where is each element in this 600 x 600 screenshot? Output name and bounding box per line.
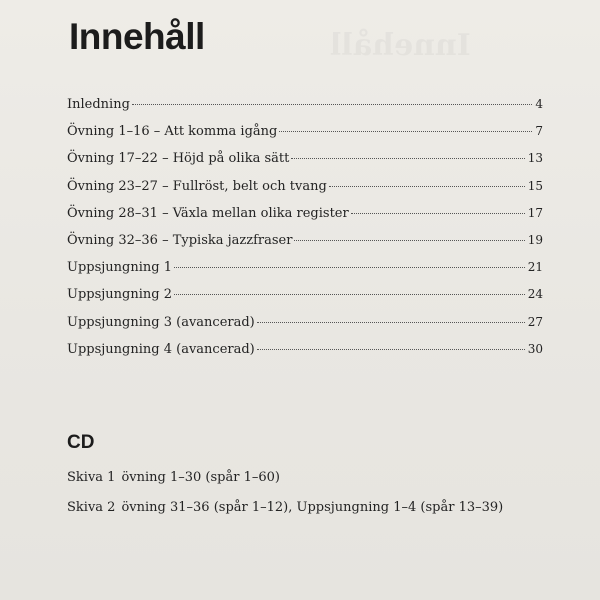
cd-heading: CD xyxy=(67,432,95,453)
toc-entry-ovning-28-31 xyxy=(67,205,543,232)
toc-entry-ovning-23-27 xyxy=(67,178,543,205)
toc-dot-leader xyxy=(279,131,532,132)
toc-entry-inledning xyxy=(67,96,543,123)
toc-dot-leader xyxy=(132,104,532,105)
cd-disc-1 xyxy=(67,470,280,485)
toc-dot-leader xyxy=(257,349,525,350)
cd-disc-2 xyxy=(67,500,503,515)
toc-page-number: 13 xyxy=(527,151,543,166)
toc-entry-label: Uppsjungning 1 xyxy=(67,260,172,276)
cd-disc-content: övning 31–36 (spår 1–12), Uppsjungning 1–4 (spår 13–39) xyxy=(121,500,504,515)
toc-entry-label: Inledning xyxy=(67,97,130,112)
toc-entry-uppsjungning-1 xyxy=(67,259,543,286)
toc-page-number: 27 xyxy=(527,314,543,329)
toc-entry-label: Övning 32–36 – Typiska jazzfraser xyxy=(67,232,293,248)
toc-entry-label: Övning 1–16 – Att komma igång xyxy=(67,124,278,140)
toc-entry-label: Övning 28–31 – Växla mellan olika register xyxy=(67,205,349,221)
toc-entry-label: Övning 17–22 – Höjd på olika sätt xyxy=(67,151,290,167)
toc-entry-ovning-32-36 xyxy=(67,232,543,259)
cd-disc-content: övning 1–30 (spår 1–60) xyxy=(121,470,280,485)
toc-entry-uppsjungning-2 xyxy=(67,286,543,313)
toc-dot-leader xyxy=(329,186,525,187)
toc-page-number: 21 xyxy=(527,260,543,275)
toc-page-number: 30 xyxy=(527,341,543,356)
show-through-text xyxy=(330,28,471,63)
toc-dot-leader xyxy=(257,322,525,323)
toc-dot-leader xyxy=(291,158,524,159)
toc-dot-leader xyxy=(294,240,524,241)
toc-dot-leader xyxy=(174,294,525,295)
toc-page-number: 15 xyxy=(527,178,543,193)
table-of-contents xyxy=(67,96,543,368)
toc-page-number: 17 xyxy=(527,205,543,220)
toc-entry-label: Uppsjungning 2 xyxy=(67,287,172,303)
toc-page-number: 7 xyxy=(535,124,543,139)
toc-page-number: 4 xyxy=(535,97,543,111)
page-title: Innehåll xyxy=(69,16,205,57)
toc-entry-ovning-1-16 xyxy=(67,123,543,150)
toc-page-number: 24 xyxy=(527,287,543,302)
cd-disc-label: Skiva 2 xyxy=(67,500,116,515)
toc-page-number: 19 xyxy=(527,232,543,247)
toc-entry-label: Övning 23–27 – Fullröst, belt och tvang xyxy=(67,178,327,194)
toc-dot-leader xyxy=(351,213,525,214)
toc-entry-uppsjungning-3 xyxy=(67,314,543,341)
toc-entry-label: Uppsjungning 4 (avancerad) xyxy=(67,341,255,357)
toc-dot-leader xyxy=(174,267,525,268)
cd-disc-label: Skiva 1 xyxy=(67,470,116,485)
toc-entry-uppsjungning-4 xyxy=(67,341,543,368)
toc-entry-ovning-17-22 xyxy=(67,150,543,177)
toc-entry-label: Uppsjungning 3 (avancerad) xyxy=(67,314,255,330)
